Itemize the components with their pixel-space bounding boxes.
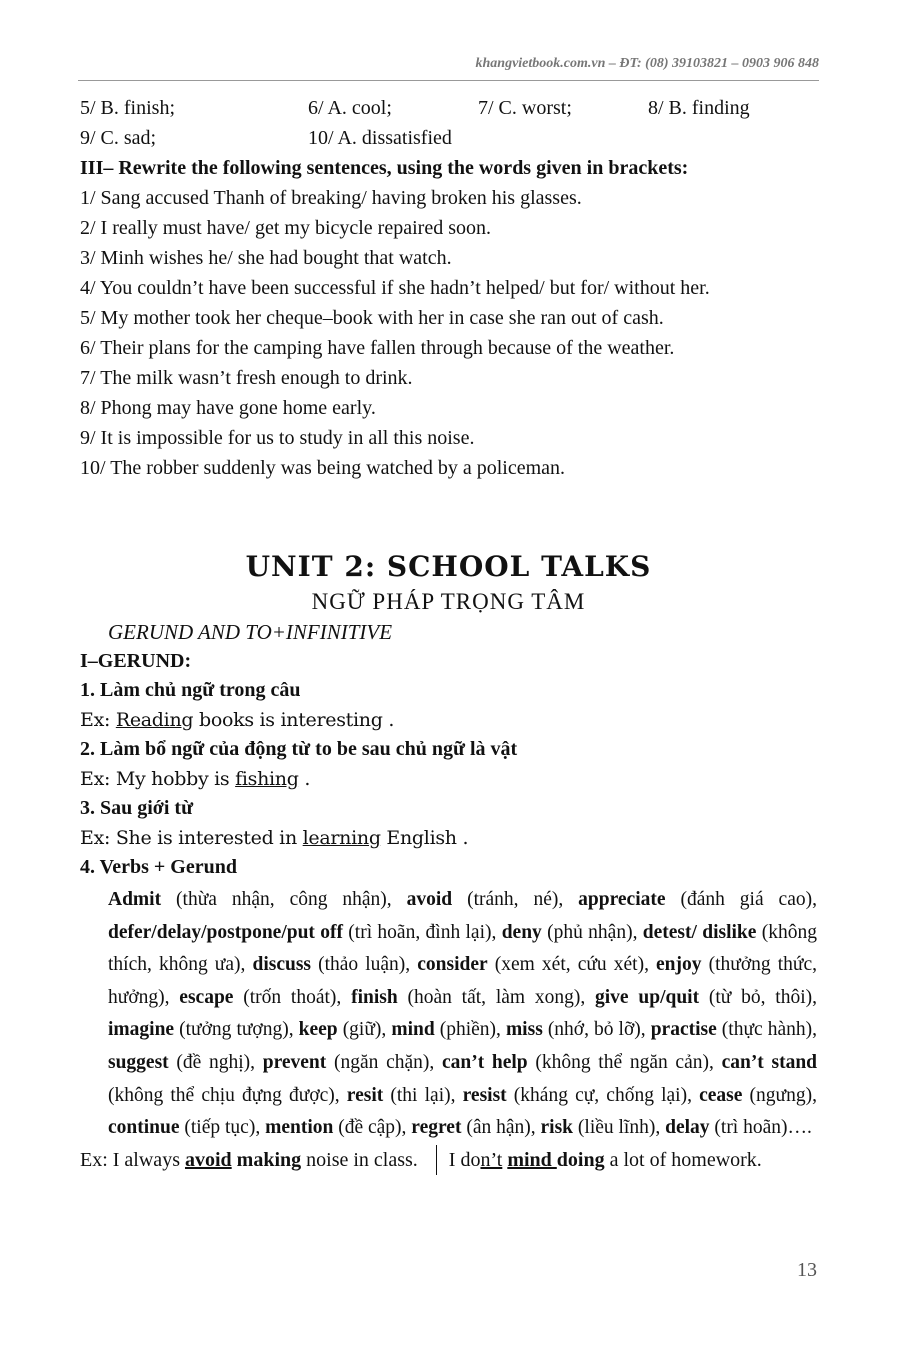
example-keyword: Reading: [115, 709, 194, 731]
gerund-heading: I–GERUND:: [80, 650, 192, 672]
verb-term: defer/delay/postpone/put off: [108, 921, 343, 943]
unit-title: UNIT 2: SCHOOL TALKS: [245, 550, 652, 583]
verb-meaning: (xem xét, cứu xét),: [487, 954, 657, 976]
verb-meaning: (thưởng thức, hưởng),: [108, 954, 818, 1008]
verb-term: can’t stand: [721, 1051, 818, 1073]
verb-term: delay: [665, 1117, 710, 1139]
answer-5: 5/ B. finish;: [80, 97, 176, 119]
example-keyword: avoid: [184, 1148, 232, 1171]
verb-meaning: (tiếp tục),: [179, 1117, 266, 1139]
example-keyword: fishing: [235, 768, 299, 790]
verb-meaning: (ngưng),: [742, 1084, 817, 1106]
page-header: khangvietbook.com.vn – ĐT: (08) 39103821 – 0903 906 848: [475, 56, 819, 71]
verb-meaning: (không thể chịu đựng được),: [108, 1084, 347, 1106]
answer-row-1: [80, 93, 817, 123]
verb-term: cease: [699, 1084, 743, 1106]
rule-4-heading: 4. Verbs + Gerund: [80, 856, 237, 878]
list-item: 7/ The milk wasn’t fresh enough to drink.: [80, 367, 413, 389]
example-keyword: n’t: [480, 1148, 503, 1171]
example-3: [80, 823, 817, 853]
verb-term: suggest: [108, 1051, 169, 1073]
verb-meaning: (phiền),: [434, 1019, 506, 1041]
page-content: [80, 93, 817, 1175]
example-keyword: mind: [507, 1148, 557, 1171]
verb-meaning: (không thích, không ưa),: [108, 921, 817, 976]
example-text: Ex: I always: [80, 1148, 185, 1171]
answer-8: 8/ B. finding: [648, 97, 750, 119]
example-text: noise in class.: [301, 1148, 418, 1171]
verb-meaning: (hoàn tất, làm xong),: [397, 986, 596, 1008]
rule-3-heading: 3. Sau giới từ: [80, 797, 194, 819]
verb-meaning: (liều lĩnh),: [573, 1117, 666, 1139]
verb-meaning: (thi lại),: [383, 1084, 463, 1106]
verb-term: resist: [462, 1084, 507, 1106]
section-3-list: [80, 183, 817, 483]
verb-term: imagine: [108, 1019, 175, 1041]
answer-row-2: [80, 123, 817, 153]
example-right: [436, 1145, 762, 1175]
verb-term: detest/ dislike: [642, 921, 757, 943]
verb-term: avoid: [406, 889, 453, 910]
verb-term: resit: [346, 1084, 384, 1106]
verb-term: give up/quit: [595, 986, 700, 1008]
verb-term: discuss: [252, 954, 311, 976]
example-text: I do: [448, 1148, 481, 1171]
verb-term: keep: [298, 1019, 338, 1041]
verb-meaning: (trì hoãn, đình lại),: [342, 921, 502, 943]
verb-term: appreciate: [578, 889, 666, 910]
list-item: 9/ It is impossible for us to study in all this noise.: [80, 427, 475, 449]
list-item: 5/ My mother took her cheque–book with her in case she ran out of cash.: [80, 307, 664, 329]
verb-meaning: (thừa nhận, công nhận),: [161, 889, 407, 910]
verb-meaning: (giữ),: [337, 1019, 392, 1041]
verb-term: enjoy: [656, 954, 702, 976]
verbs-gerund-paragraph: [80, 884, 817, 1145]
verb-term: miss: [505, 1019, 543, 1041]
verb-meaning: (tưởng tượng),: [174, 1019, 299, 1041]
verb-meaning: (ngăn chặn),: [326, 1051, 442, 1073]
unit-subtitle: NGỮ PHÁP TRỌNG TÂM: [311, 589, 586, 614]
verb-term: Admit: [108, 889, 162, 910]
answer-9: 9/ C. sad;: [80, 127, 157, 149]
verb-term: prevent: [262, 1051, 327, 1073]
example-text: Ex:: [80, 709, 116, 731]
verb-meaning: (đánh giá cao),: [665, 889, 817, 910]
verb-meaning: (phủ nhận),: [541, 921, 643, 943]
verb-term: practise: [650, 1019, 717, 1041]
example-keyword: making: [231, 1148, 302, 1171]
example-text: books is interesting .: [193, 709, 395, 731]
verb-term: escape: [179, 986, 234, 1008]
list-item: 1/ Sang accused Thanh of breaking/ having broken his glasses.: [80, 187, 582, 209]
example-text: a lot of homework.: [604, 1148, 762, 1171]
rule-2-heading: 2. Làm bổ ngữ của động từ to be sau chủ ngữ là vật: [80, 738, 518, 760]
verb-term: finish: [351, 986, 398, 1008]
verb-term: can’t help: [441, 1051, 528, 1073]
example-2: [80, 764, 817, 794]
verb-term: risk: [540, 1117, 574, 1139]
verb-term: consider: [417, 954, 488, 976]
page-number: 13: [797, 1259, 817, 1281]
list-item: 3/ Minh wishes he/ she had bought that watch.: [80, 247, 452, 269]
header-divider: [78, 80, 819, 81]
verb-term: deny: [501, 921, 542, 943]
section-3-title: III– Rewrite the following sentences, using the words given in brackets:: [80, 157, 689, 179]
verb-meaning: (thực hành),: [716, 1019, 817, 1041]
verb-term: mind: [391, 1019, 435, 1041]
topic-heading: GERUND AND TO+INFINITIVE: [108, 620, 393, 644]
example-keyword: learning: [302, 827, 381, 849]
verb-meaning: (kháng cự, chống lại),: [506, 1084, 700, 1106]
verb-meaning: (tránh, né),: [452, 889, 579, 910]
verb-meaning: (từ bỏ, thôi),: [699, 986, 818, 1008]
verb-term: regret: [411, 1117, 462, 1139]
verb-term: continue: [108, 1117, 180, 1139]
example-1: [80, 705, 817, 735]
verb-meaning: (trốn thoát),: [233, 986, 352, 1008]
verb-meaning: (đề cập),: [333, 1117, 412, 1139]
list-item: 4/ You couldn’t have been successful if she hadn’t helped/ but for/ without her.: [80, 277, 710, 299]
verb-meaning: (đề nghị),: [168, 1051, 263, 1073]
verb-meaning: (thảo luận),: [311, 954, 418, 976]
verb-meaning: (không thể ngăn cản),: [527, 1051, 722, 1073]
example-left: [80, 1145, 436, 1175]
answer-6: 6/ A. cool;: [308, 97, 392, 119]
rule-1-heading: 1. Làm chủ ngữ trong câu: [80, 679, 301, 701]
list-item: 2/ I really must have/ get my bicycle repaired soon.: [80, 217, 491, 239]
verb-term: mention: [265, 1117, 334, 1139]
list-item: 8/ Phong may have gone home early.: [80, 397, 376, 419]
final-example: [80, 1145, 817, 1175]
verb-meaning: (nhớ, bỏ lỡ),: [542, 1019, 651, 1041]
example-keyword: doing: [556, 1148, 605, 1171]
answer-7: 7/ C. worst;: [478, 97, 572, 119]
verb-meaning: (trì hoãn)….: [709, 1117, 812, 1139]
example-text: .: [298, 768, 311, 790]
answer-10: 10/ A. dissatisfied: [308, 127, 452, 149]
example-text: Ex: She is interested in: [80, 827, 303, 849]
example-text: English .: [380, 827, 469, 849]
list-item: 10/ The robber suddenly was being watched by a policeman.: [80, 457, 566, 479]
list-item: 6/ Their plans for the camping have fallen through because of the weather.: [80, 337, 675, 359]
verb-meaning: (ân hận),: [461, 1117, 541, 1139]
example-text: Ex: My hobby is: [80, 768, 236, 790]
